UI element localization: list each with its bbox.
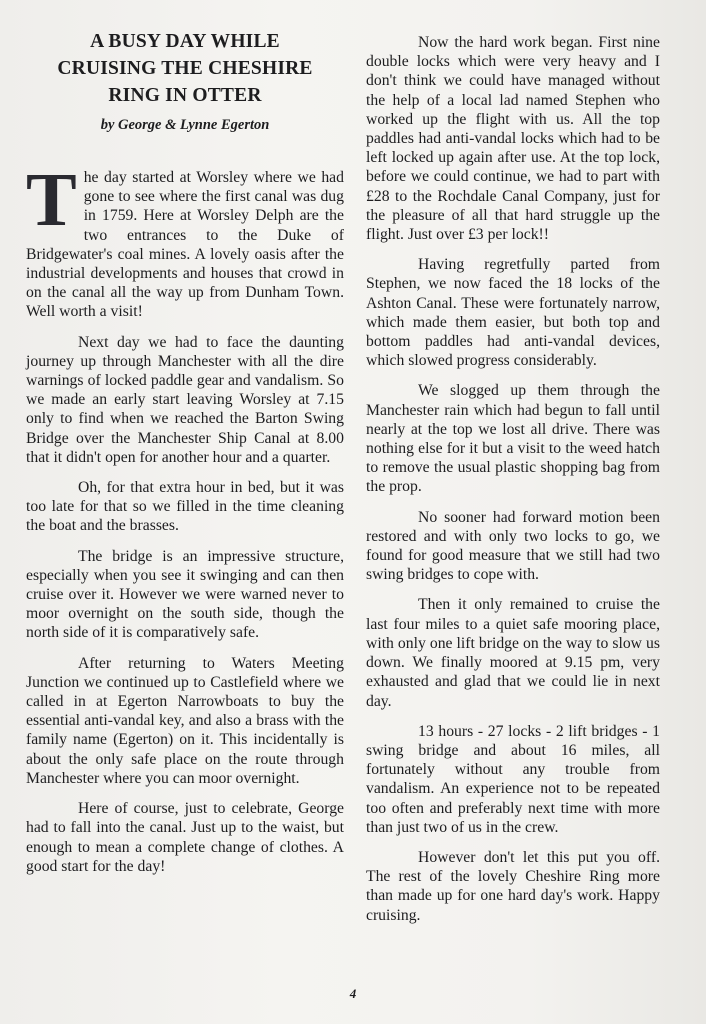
paragraph-13: However don't let this put you off. The rest of the lovely Cheshire Ring more than made up for one hard day's work. Happy cruising.: [366, 848, 660, 924]
paragraph-9: We slogged up them through the Manchester rain which had begun to fall until nearly at the top we lost all drive. There was nothing else for it but a visit to the weed hatch to remove the usual plastic shopping bag from the prop.: [366, 382, 660, 496]
right-column-body: [366, 33, 660, 936]
byline: by George & Lynne Egerton: [100, 117, 270, 133]
paragraph-1: [26, 158, 344, 322]
title-line-1: A BUSY DAY WHILE: [90, 31, 280, 52]
drop-cap: T: [26, 158, 77, 242]
title-line-2: CRUISING THE CHESHIRE: [57, 58, 313, 79]
paragraph-10: No sooner had forward motion been restored and with only two locks to go, we found for good measure that we still had two swing bridges to cope with.: [366, 508, 660, 584]
paragraph-1-text: he day started at Worsley where we had gone to see where the first canal was dug in 1759. Here at Worsley Delph are the two entrances to the Duke of Bridgewater's coal mines. A lovely oasis after the industrial developments and houses that crowd in on the canal all the way up from Dunham Town. Well worth a visit!: [26, 169, 344, 321]
paragraph-5: After returning to Waters Meeting Junction we continued up to Castlefield where we called in at Egerton Narrowboats to buy the essential anti-vandal key, and also a brass with the family name (Egerton) on it. This incidentally is about the only safe place on the route through Manchester where you can moor overnight.: [26, 654, 344, 787]
left-column-body: [26, 158, 344, 887]
paragraph-3: Oh, for that extra hour in bed, but it was too late for that so we filled in the time cleaning the boat and the brasses.: [26, 479, 344, 535]
title-line-3: RING IN OTTER: [108, 85, 262, 106]
article-title: [26, 28, 344, 109]
page-number: 4: [349, 986, 357, 1001]
paragraph-8: Having regretfully parted from Stephen, we now faced the 18 locks of the Ashton Canal. These were fortunately narrow, which made them easier, but both top and bottom paddles had anti-vandal devices, which slowed progress considerably.: [366, 256, 660, 370]
paragraph-4: The bridge is an impressive structure, especially when you see it swinging and can then cruise over it. However we were warned never to moor overnight on the south side, though the north side of it is comparatively safe.: [26, 547, 344, 642]
paragraph-7: Now the hard work began. First nine double locks which were very heavy and I don't think we could have managed without the help of a local lad named Stephen who worked up the flight with us. All the top paddles had anti-vandal locks which had to be left locked up again after use. At the top lock, before we could continue, we had to part with £28 to the Rochdale Canal Company, just for the pleasure of all that hard struggle up the flight. Just over £3 per lock!!: [366, 34, 660, 244]
paragraph-12: 13 hours - 27 locks - 2 lift bridges - 1 swing bridge and about 16 miles, all fortunately without any trouble from vandalism. An experience not to be repeated too often and preferably next time with more than just two of us in the crew.: [366, 722, 660, 836]
paragraph-2: Next day we had to face the daunting journey up through Manchester with all the dire warnings of locked paddle gear and vandalism. So we made an early start leaving Worsley at 7.15 only to find when we reached the Barton Swing Bridge over the Manchester Ship Canal at 8.00 that it didn't open for another hour and a quarter.: [26, 333, 344, 466]
paragraph-11: Then it only remained to cruise the last four miles to a quiet safe mooring place, with only one lift bridge on the way to slow us down. We finally moored at 9.15 pm, very exhausted and glad that we could lie in next day.: [366, 596, 660, 710]
paragraph-6: Here of course, just to celebrate, George had to fall into the canal. Just up to the waist, but enough to mean a complete change of clothes. A good start for the day!: [26, 800, 344, 875]
